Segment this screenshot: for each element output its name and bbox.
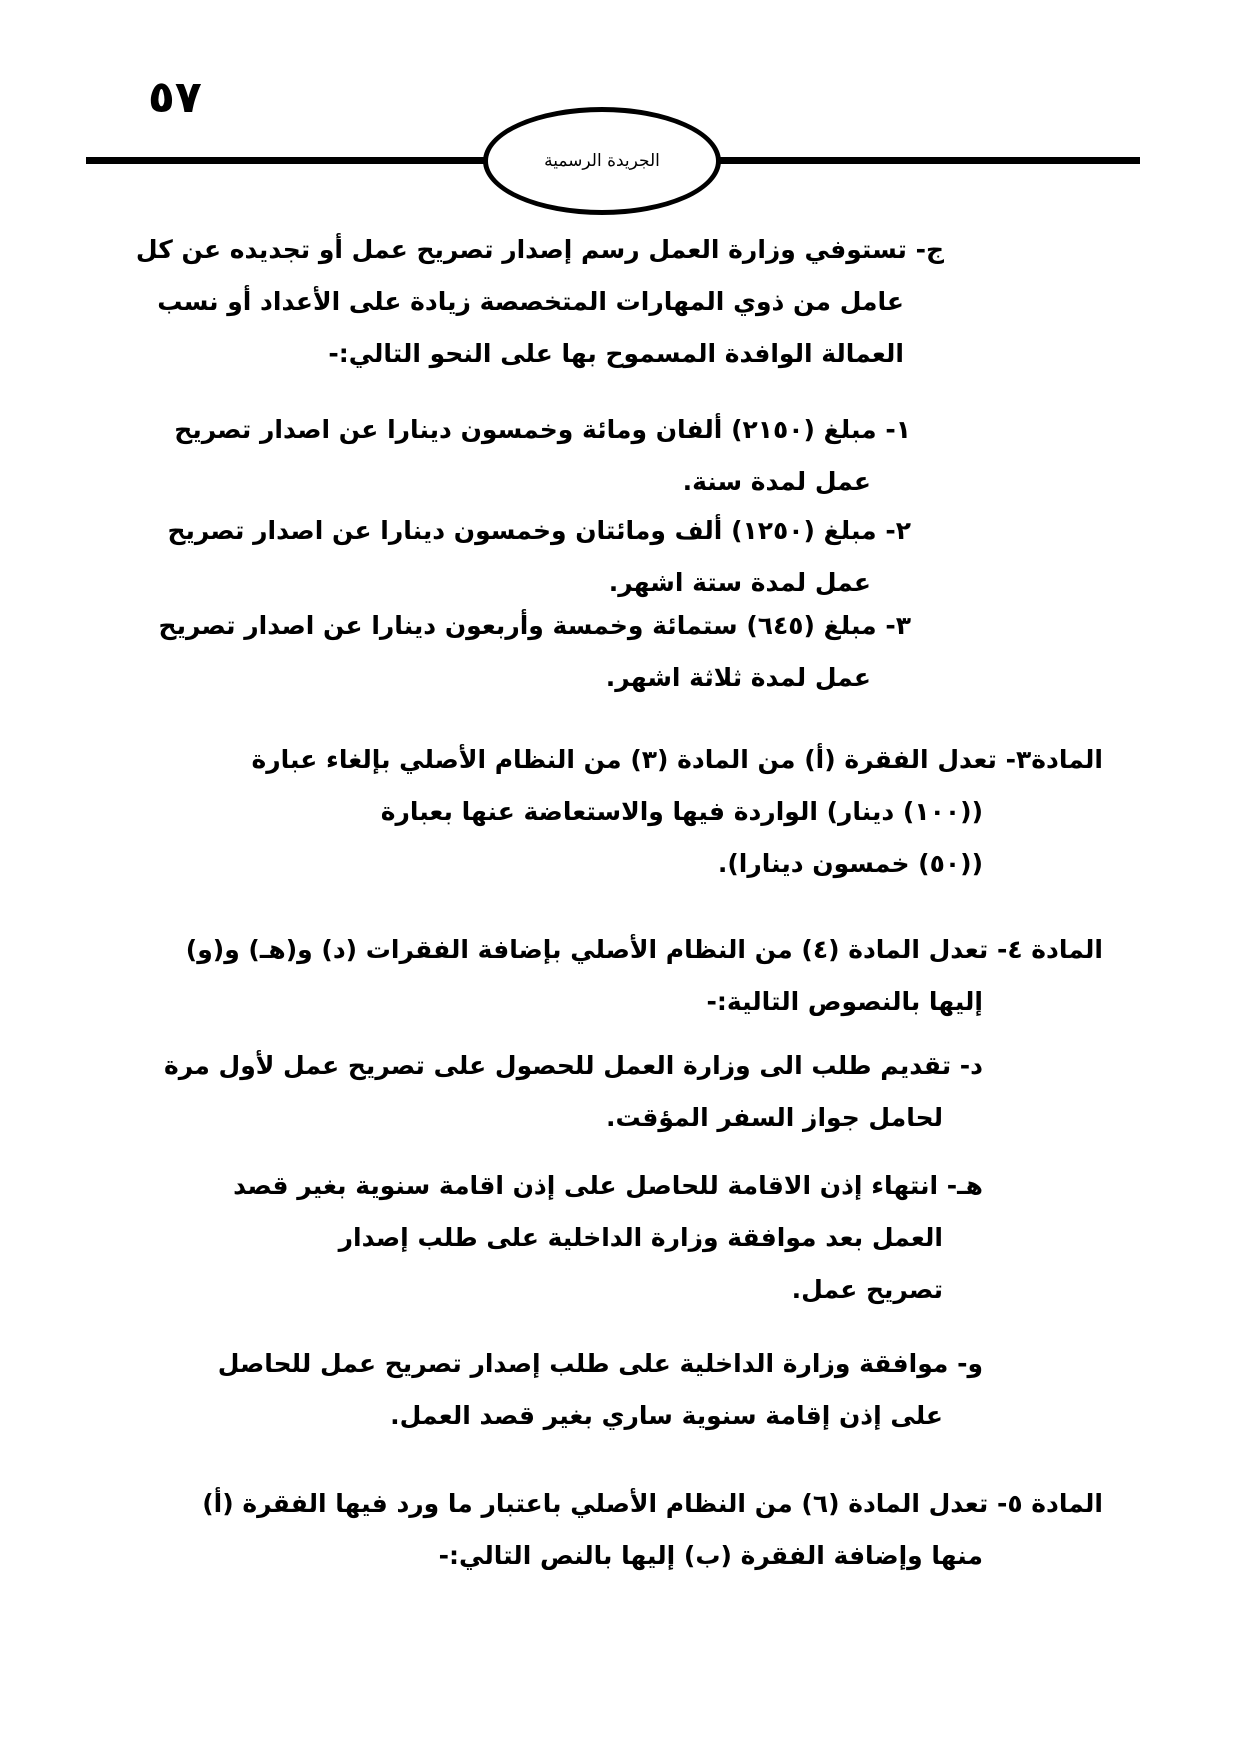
- paragraph-w-line-2: على إذن إقامة سنوية ساري بغير قصد العمل.: [390, 1401, 943, 1430]
- paragraph-d: [103, 1040, 983, 1144]
- article-3: [103, 734, 1103, 890]
- fee-item-3-line-1: ٣- مبلغ (٦٤٥) ستمائة وخمسة وأربعون دينارا عن اصدار تصريح: [158, 611, 911, 640]
- paragraph-j-line-3: العمالة الوافدة المسموح بها على النحو التالي:-: [328, 339, 904, 368]
- paragraph-j: [94, 224, 944, 380]
- paragraph-w: [103, 1338, 983, 1442]
- gazette-title-oval: [483, 107, 721, 215]
- paragraph-h-line-1: هـ- انتهاء إذن الاقامة للحاصل على إذن اقامة سنوية بغير قصد: [233, 1171, 983, 1200]
- article-4-line-1: المادة ٤- تعدل المادة (٤) من النظام الأصلي بإضافة الفقرات (د) و(هـ) و(و): [185, 935, 1103, 964]
- article-3-line-2: ((١٠٠) دينار) الواردة فيها والاستعاضة عنها بعبارة: [380, 797, 983, 826]
- fee-item-2-line-1: ٢- مبلغ (١٢٥٠) ألف ومائتان وخمسون دينارا عن اصدار تصريح: [167, 516, 911, 545]
- gazette-title: الجريدة الرسمية: [544, 151, 660, 171]
- fee-item-1-line-2: عمل لمدة سنة.: [682, 467, 871, 496]
- paragraph-d-line-2: لحامل جواز السفر المؤقت.: [605, 1103, 943, 1132]
- article-5-line-1: المادة ٥- تعدل المادة (٦) من النظام الأصلي باعتبار ما ورد فيها الفقرة (أ): [202, 1489, 1103, 1518]
- article-3-line-3: ((٥٠) خمسون دينارا).: [717, 849, 983, 878]
- paragraph-h: [103, 1160, 983, 1316]
- paragraph-h-line-3: تصريح عمل.: [791, 1275, 943, 1304]
- article-4: [103, 924, 1103, 1028]
- paragraph-d-line-1: د- تقديم طلب الى وزارة العمل للحصول على تصريح عمل لأول مرة: [164, 1051, 983, 1080]
- fee-item-2: [91, 505, 911, 609]
- article-3-line-1: المادة٣- تعدل الفقرة (أ) من المادة (٣) من النظام الأصلي بإلغاء عبارة: [251, 745, 1103, 774]
- article-4-line-2: إليها بالنصوص التالية:-: [706, 987, 983, 1016]
- paragraph-j-line-2: عامل من ذوي المهارات المتخصصة زيادة على الأعداد أو نسب: [157, 287, 904, 316]
- article-5-line-2: منها وإضافة الفقرة (ب) إليها بالنص التالي:-: [438, 1541, 983, 1570]
- fee-item-1-line-1: ١- مبلغ (٢١٥٠) ألفان ومائة وخمسون دينارا عن اصدار تصريح: [174, 415, 911, 444]
- fee-item-3: [91, 600, 911, 704]
- paragraph-j-line-1: ج- تستوفي وزارة العمل رسم إصدار تصريح عمل أو تجديده عن كل: [135, 235, 944, 264]
- paragraph-w-line-1: و- موافقة وزارة الداخلية على طلب إصدار تصريح عمل للحاصل: [217, 1349, 983, 1378]
- paragraph-h-line-2: العمل بعد موافقة وزارة الداخلية على طلب إصدار: [338, 1223, 943, 1252]
- fee-item-2-line-2: عمل لمدة ستة اشهر.: [608, 568, 871, 597]
- fee-item-3-line-2: عمل لمدة ثلاثة اشهر.: [605, 663, 871, 692]
- article-5: [103, 1478, 1103, 1582]
- page-number: ٥٧: [148, 72, 202, 123]
- fee-item-1: [91, 404, 911, 508]
